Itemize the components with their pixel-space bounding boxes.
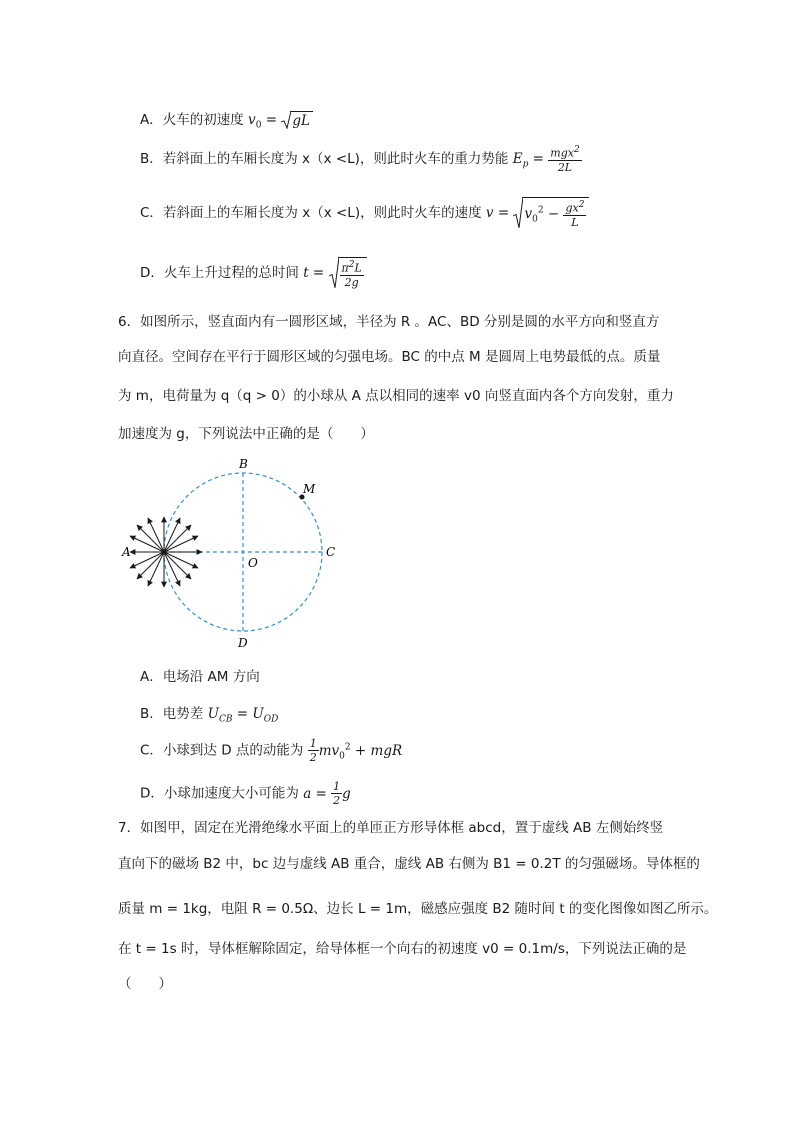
q5-option-b-expr: $E_p$ = $\frac{mgx^2}{2L}$ [512, 145, 580, 174]
q7-line-3: 质量 m = 1kg，电阻 R = 0.5Ω、边长 L = 1m，磁感应强度 B2 随时间 t 的变化图像如图乙所示。 [118, 901, 718, 917]
q6-option-c-expr: $\frac{1}{2}$ $mv_0^2$ + mgR [309, 737, 403, 764]
label-b: B [239, 457, 248, 471]
label-m: M [303, 482, 316, 496]
label-c: C [326, 545, 336, 559]
q6-option-b: B．电势差 $U_{CB} = U_{OD}$ [140, 706, 279, 725]
label-a: A [122, 545, 131, 559]
q6-line-2: 向直径。空间存在平行于圆形区域的匀强电场。BC 的中点 M 是圆周上电势最低的点。质量 [118, 349, 661, 365]
q5-option-c-expr: v = $v_0^2$ − $\frac{gx^2}{L}$ [486, 205, 590, 221]
q7-line-2: 直向下的磁场 B2 中，bc 边与虚线 AB 重合，虚线 AB 右侧为 B1 = 0.2T 的匀强磁场。导体框的 [118, 856, 700, 872]
q6-option-a: A．电场沿 AM 方向 [140, 669, 260, 685]
q6-line-1: 6．如图所示，竖直面内有一圆形区域，半径为 R 。AC、BD 分别是圆的水平方向和竖直方 [118, 314, 660, 330]
q7-line-4: 在 t = 1s 时，导体框解除固定，给导体框一个向右的初速度 v0 = 0.1m/s，下列说法正确的是 [118, 941, 687, 957]
launch-arrows [130, 517, 202, 587]
q5-option-a: A．火车的初速度 $v_0$ = gL [140, 108, 313, 131]
label-d: D [238, 636, 248, 650]
q7-line-1: 7．如图甲，固定在光滑绝缘水平面上的单匝正方形导体框 abcd，置于虚线 AB 左侧始终竖 [118, 820, 664, 836]
q5-option-d-expr: t = $\frac{\pi^2L}{2g}$ [303, 265, 367, 281]
q6-line-4: 加速度为 g，下列说法中正确的是（ ） [118, 426, 374, 442]
q7-line-5: （ ） [118, 976, 172, 992]
q6-line-3: 为 m，电荷量为 q（q > 0）的小球从 A 点以相同的速率 v0 向竖直面内各个方向发射，重力 [118, 388, 674, 404]
q6-option-d: D．小球加速度大小可能为 a = $\frac{1}{2}$ g [140, 780, 351, 807]
q5-option-d: D．火车上升过程的总时间 t = $\frac{\pi^2L}{2g}$ [140, 257, 367, 289]
q6-option-d-expr: a = $\frac{1}{2}$ g [303, 780, 351, 807]
q5-option-a-expr: $v_0$ = gL [248, 112, 313, 128]
q6-option-b-expr: $U_{CB} = U_{OD}$ [207, 706, 279, 725]
q6-circle-figure [110, 455, 350, 655]
q6-option-c: C．小球到达 D 点的动能为 $\frac{1}{2}$ $mv_0^2$ + mgR [140, 737, 403, 764]
label-o: O [248, 556, 258, 570]
q5-option-c: C．若斜面上的车厢长度为 x（x <L)，则此时火车的速度 v = $v_0^2$ − $\frac{gx^2}{L}$ [140, 197, 589, 229]
q5-option-b: B．若斜面上的车厢长度为 x（x <L)，则此时火车的重力势能 $E_p$ = $\frac{mgx^2}{2L}$ [140, 145, 580, 174]
